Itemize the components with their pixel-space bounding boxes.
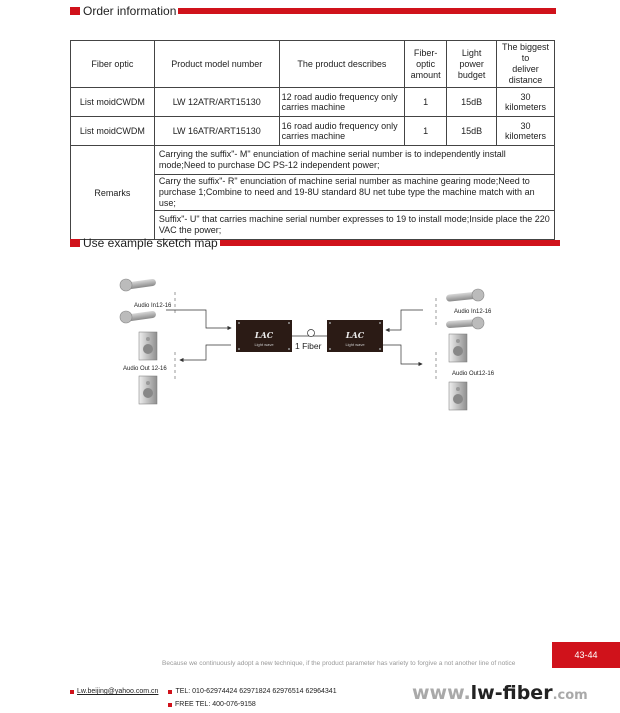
section-rule [220,240,560,246]
fiber-connector-icon [308,330,315,337]
bullet-icon [70,690,74,694]
contact-line-2 [168,701,256,708]
device-logo: LAC [345,330,365,340]
cell-distance: 30 kilometers [497,117,555,146]
audio-out-right-label: Audio Out12-16 [452,371,495,377]
header-distance-line2: deliver distance [508,64,543,85]
order-information-header [70,3,556,19]
connector-line [180,345,231,360]
header-amount [405,41,447,88]
disclaimer-notice: Because we continuously adopt a new technique, if the product parameter has variety to forgive a not another line of notice [162,660,516,667]
cell-budget: 15dB [447,88,497,117]
microphone-icon [120,311,157,323]
cell-amount: 1 [405,117,447,146]
tel-text: TEL: 010-62974424 62971824 62976514 62964341 [175,688,337,695]
site-www: www. [412,682,471,704]
cell-description-line2: carries machine [281,131,346,141]
microphone-icon [120,279,157,291]
remark-item: Suffix"- U" that carries machine serial number expresses to 19 to install mode;Inside place the 220 VAC the power; [154,211,554,240]
device-caption: Light wave [254,342,274,347]
section-rule [178,8,556,14]
section-marker [70,239,80,247]
remark-item: Carrying the suffix"- M" enunciation of machine serial number is to independently install mode;Need to purchase DC PS-12 independent power; [154,146,554,175]
speaker-icon [139,332,157,360]
remarks-label: Remarks [71,146,155,240]
cell-description-line2: carries machine [281,102,346,112]
sketch-map-header [70,235,560,251]
site-tld: .com [552,688,588,703]
section-title: Order information [83,4,177,18]
cell-model: LW 12ATR/ART15130 [154,88,279,117]
section-marker [70,7,80,15]
table-row [71,117,555,146]
section-title: Use example sketch map [83,236,218,250]
remarks-row [71,146,555,175]
usage-sketch-diagram [118,270,508,420]
connector-line [166,310,231,328]
connector-line [386,310,423,330]
audio-in-left-label: Audio In12-16 [134,303,172,309]
audio-out-left-label: Audio Out 12-16 [123,366,167,372]
cell-budget: 15dB [447,117,497,146]
microphone-icon [446,289,484,302]
header-model: Product model number [154,41,279,88]
audio-in-right-label: Audio In12-16 [454,309,492,315]
bullet-icon [168,690,172,694]
table-row [71,88,555,117]
device-logo: LAC [254,330,274,340]
header-amount-line1: Fiber-optic [413,47,438,69]
page-number-tab: 43-44 [552,642,620,668]
table-header-row [71,41,555,88]
cell-fiber: List moidCWDM [71,88,155,117]
speaker-icon [449,334,467,362]
device-caption: Light wave [345,342,365,347]
site-brand: lw-fiber [470,682,553,704]
cell-description [279,88,405,117]
contact-line-1 [70,688,337,695]
header-amount-line2: amount [410,69,441,80]
optical-transceiver-left [236,320,292,352]
cell-distance: 30 kilometers [497,88,555,117]
speaker-icon [139,376,157,404]
cell-description-line1: 12 road audio frequency only [281,92,398,102]
header-budget-line1: Light power [459,47,484,69]
header-budget [447,41,497,88]
speaker-icon [449,382,467,410]
fiber-label: 1 Fiber [295,341,322,351]
free-tel-text: FREE TEL: 400-076-9158 [175,701,256,708]
bullet-icon [168,703,172,707]
header-distance [497,41,555,88]
cell-fiber: List moidCWDM [71,117,155,146]
connector-line [383,345,422,364]
cell-amount: 1 [405,88,447,117]
header-budget-line2: budget [457,69,486,80]
email-link[interactable]: Lw.beijing@yahoo.com.cn [77,688,159,695]
header-fiber-optic: Fiber optic [71,41,155,88]
microphone-icon [446,317,484,329]
cell-description [279,117,405,146]
website-link[interactable] [412,682,588,704]
header-description: The product describes [279,41,405,88]
cell-model: LW 16ATR/ART15130 [154,117,279,146]
cell-description-line1: 16 road audio frequency only [281,121,398,131]
remark-item: Carry the suffix"- R" enunciation of machine serial number as machine gearing mode;Need to purchase 1;Combine to need and 19-8U standard 8U net tube type the machine match with an use; [154,175,554,211]
order-table [70,40,555,240]
optical-transceiver-right [327,320,383,352]
header-distance-line1: The biggest to [502,42,550,63]
